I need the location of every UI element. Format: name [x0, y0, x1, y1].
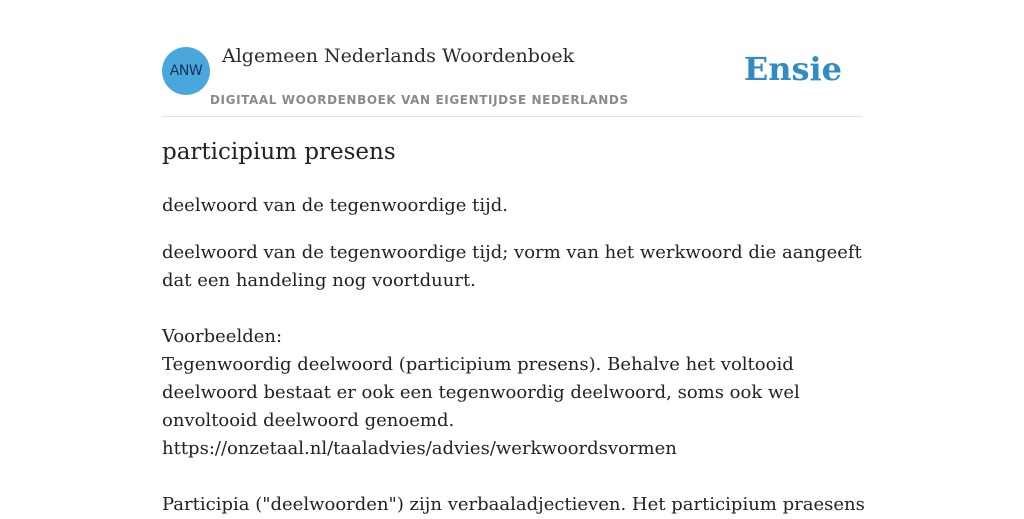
- site-subtitle: DIGITAAL WOORDENBOEK VAN EIGENTIJDSE NEDERLANDS: [210, 93, 629, 107]
- page-container: [162, 0, 865, 515]
- paragraph-gap: [162, 463, 862, 491]
- anw-logo-text: ANW: [169, 63, 203, 79]
- entry-title: participium presens: [162, 139, 396, 165]
- anw-logo[interactable]: [162, 47, 210, 95]
- long-definition-block: [162, 239, 865, 519]
- example-source: https://onzetaal.nl/taaladvies/advies/werkwoordsvormen: [162, 438, 677, 459]
- example-text: Tegenwoordig deelwoord (participium presens). Behalve het voltooid deelwoord bestaat er ook een tegenwoordig deelwoord, soms ook wel onvoltooid deelwoord genoemd.: [162, 354, 800, 431]
- examples-heading: Voorbeelden:: [162, 326, 283, 347]
- site-title[interactable]: Algemeen Nederlands Woordenboek: [222, 45, 575, 67]
- site-header: [162, 0, 862, 117]
- example-text: Participia ("deelwoorden") zijn verbaaladjectieven. Het participium praesens: [162, 494, 865, 515]
- long-definition: deelwoord van de tegenwoordige tijd; vorm van het werkwoord die aangeeft dat een handeling nog voortduurt.: [162, 242, 862, 291]
- short-definition: deelwoord van de tegenwoordige tijd.: [162, 195, 508, 216]
- paragraph-gap: [162, 295, 862, 323]
- ensie-brand-logo[interactable]: Ensie: [743, 50, 842, 88]
